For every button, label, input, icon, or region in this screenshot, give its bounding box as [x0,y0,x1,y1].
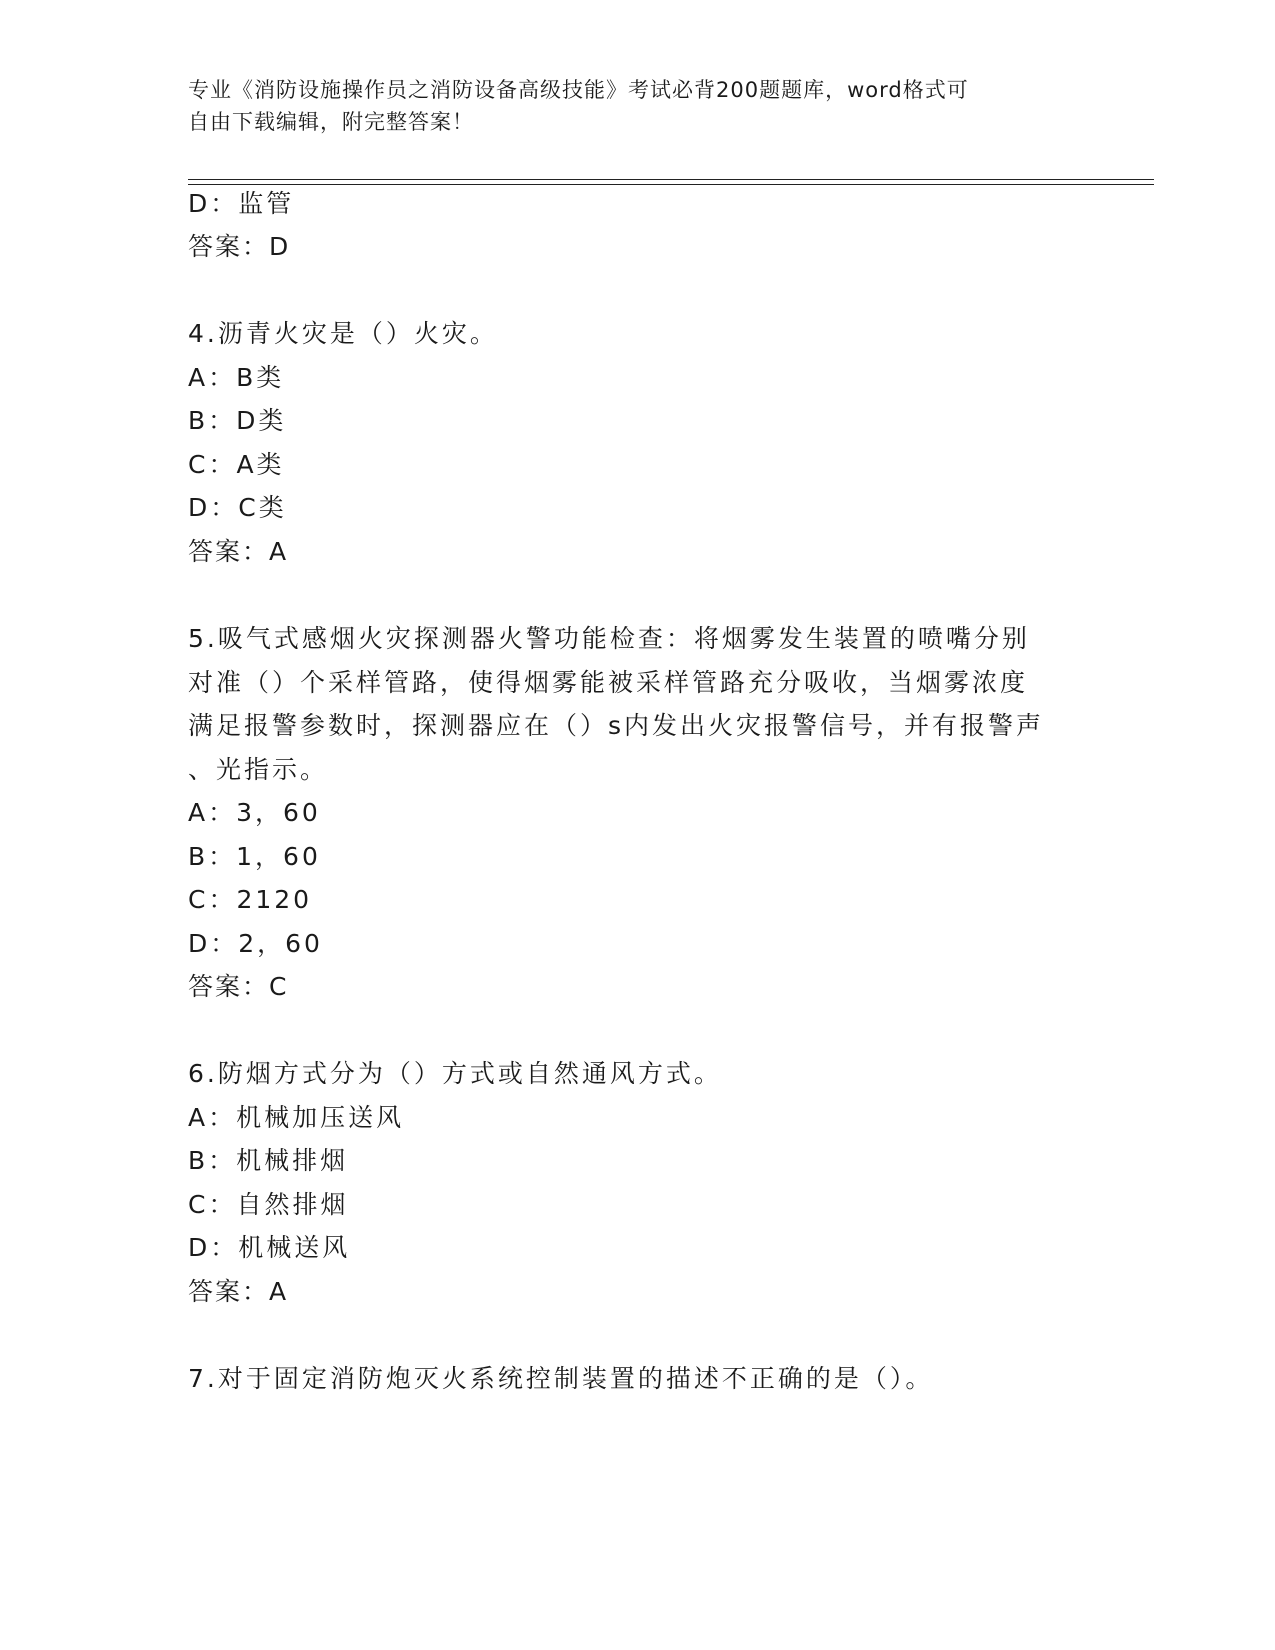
q4-stem: 4.沥青火灾是（）火灾。 [188,319,498,348]
q6-option-d: D：机械送风 [188,1233,351,1262]
q3-option-d: D：监管 [188,189,295,218]
q5-stem-line-4: 、光指示。 [188,755,329,784]
document-header [188,74,1088,138]
q3-answer: 答案：D [188,232,291,261]
q5-option-c: C：2120 [188,885,313,914]
q5-stem-line-1: 5.吸气式感烟火灾探测器火警功能检查：将烟雾发生装置的喷嘴分别 [188,624,1030,653]
q4-answer: 答案：A [188,537,289,566]
q5-option-d: D：2，60 [188,929,323,958]
q5-stem-line-3: 满足报警参数时，探测器应在（）s内发出火灾报警信号，并有报警声 [188,711,1045,740]
q5-option-b: B：1，60 [188,842,321,871]
q4-option-c: C：A类 [188,450,285,479]
q6-option-c: C：自然排烟 [188,1190,349,1219]
q6-answer: 答案：A [188,1277,289,1306]
q4-option-d: D：C类 [188,493,287,522]
q4-option-b: B：D类 [188,406,287,435]
q6-stem: 6.防烟方式分为（）方式或自然通风方式。 [188,1059,722,1088]
q6-option-a: A：机械加压送风 [188,1103,405,1132]
q4-option-a: A：B类 [188,363,285,392]
header-title-line-2: 自由下载编辑，附完整答案！ [188,110,474,134]
q7-stem: 7.对于固定消防炮灭火系统控制装置的描述不正确的是（）。 [188,1364,934,1393]
q5-stem-line-2: 对准（）个采样管路，使得烟雾能被采样管路充分吸收，当烟雾浓度 [188,668,1029,697]
header-title-line-1: 专业《消防设施操作员之消防设备高级技能》考试必背200题题库，word格式可 [188,78,969,102]
q5-answer: 答案：C [188,972,289,1001]
q5-option-a: A：3，60 [188,798,321,827]
header-divider-bottom [188,184,1154,185]
q6-option-b: B：机械排烟 [188,1146,349,1175]
header-divider-top [188,179,1154,180]
